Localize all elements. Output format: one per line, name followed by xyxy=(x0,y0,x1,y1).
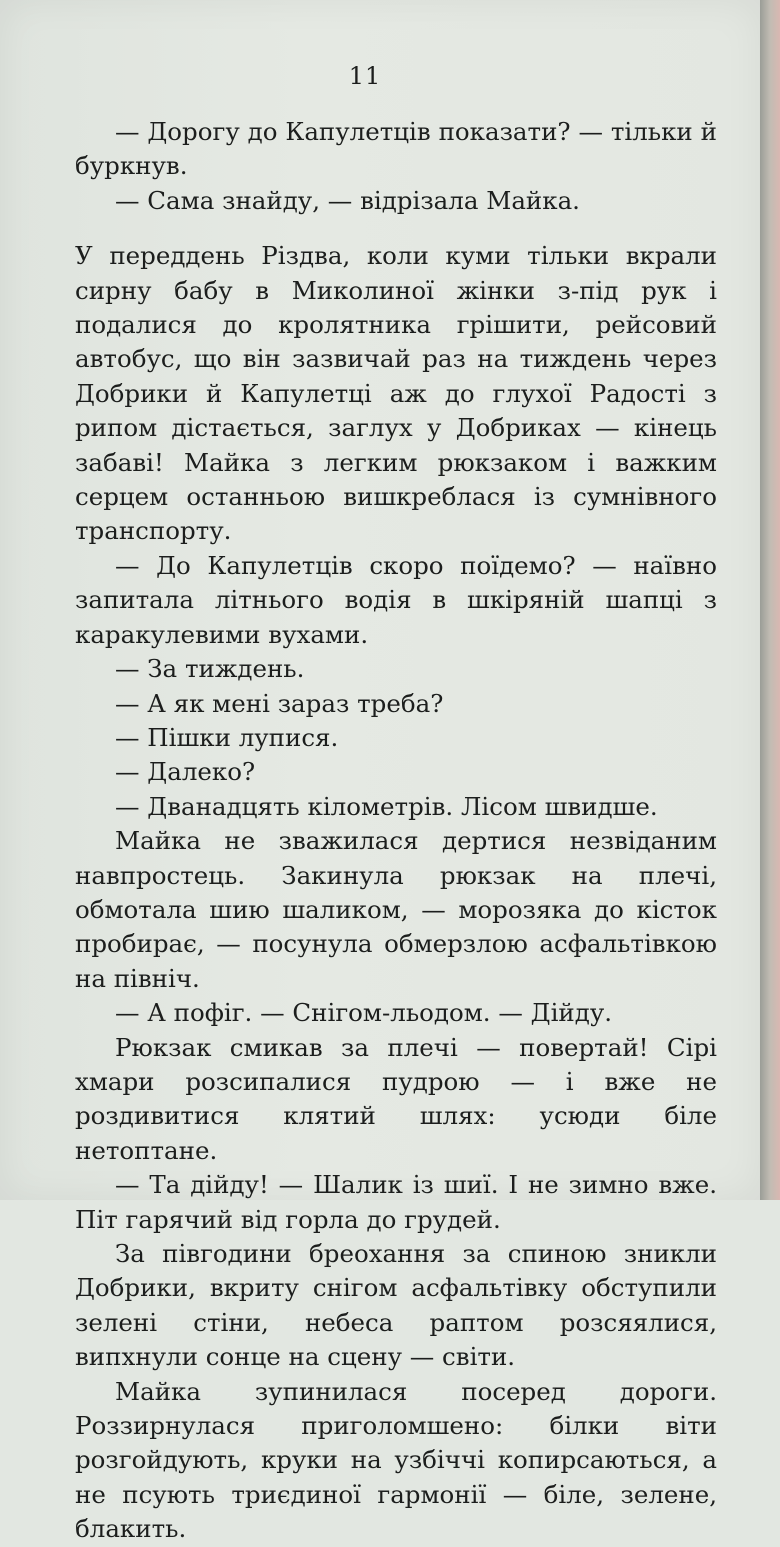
paragraph: — За тиждень. xyxy=(115,654,305,684)
paragraph: Рюкзак смикав за плечі — повертай! Сірі хмари розсипалися пудрою — і вже не роздивитися клятий шлях: усюди біле нетоптане. xyxy=(75,1032,717,1165)
paragraph: — Далеко? xyxy=(115,757,256,787)
paragraph: За півгодини бреохання за спиною зникли Добрики, вкриту снігом асфальтівку обступили зелені стіни, небеса раптом розсяялися, випхнули сонце на сцену — світи. xyxy=(75,1239,717,1372)
paragraph: Майка зупинилася посеред дороги. Роззирнулася приголомшено: білки віти розгойдують, круки на узбіччі копирсаються, а не псують триєдиної гармонії — біле, зелене, блакить. xyxy=(75,1376,717,1544)
paragraph: — А як мені зараз треба? xyxy=(115,688,444,718)
paragraph: — Та дійду! — Шалик із шиї. І не зимно вже. Піт гарячий від горла до грудей. xyxy=(75,1170,717,1234)
paragraph: — Дорогу до Капулетців показати? — тільки й буркнув. xyxy=(75,117,717,181)
paragraph: — Сама знайду, — відрізала Майка. xyxy=(115,185,580,215)
paragraph: — Дванадцять кілометрів. Лісом швидше. xyxy=(115,791,658,821)
paragraph: Майка не зважилася дертися незвіданим навпростець. Закинула рюкзак на плечі, обмотала шию шаликом, — морозяка до кісток пробирає, — посунула обмерзлою асфальтівкою на північ. xyxy=(75,826,717,993)
paragraph: — Пішки лупися. xyxy=(115,722,339,752)
section-break xyxy=(75,218,717,239)
paragraph: У переддень Різдва, коли куми тільки вкрали сирну бабу в Миколиної жінки з-під рук і подалися до кролятника грішити, рейсовий автобус, що він зазвичай раз на тиждень через Добрики й Капулетці аж до глухої Радості з рипом дістається, заглух у Добриках — кінець забаві! Майка з легким рюкзаком і важким серцем останньою вишкреблася із сумнівного транспорту. xyxy=(75,241,717,546)
page-text xyxy=(75,115,717,1547)
paragraph: — А пофіг. — Снігом-льодом. — Дійду. xyxy=(115,998,613,1028)
page-number: 11 xyxy=(348,62,382,90)
book-page-edge xyxy=(760,0,780,1200)
paragraph: — До Капулетців скоро поїдемо? — наївно запитала літнього водія в шкіряній шапці з каракулевими вухами. xyxy=(75,550,717,649)
